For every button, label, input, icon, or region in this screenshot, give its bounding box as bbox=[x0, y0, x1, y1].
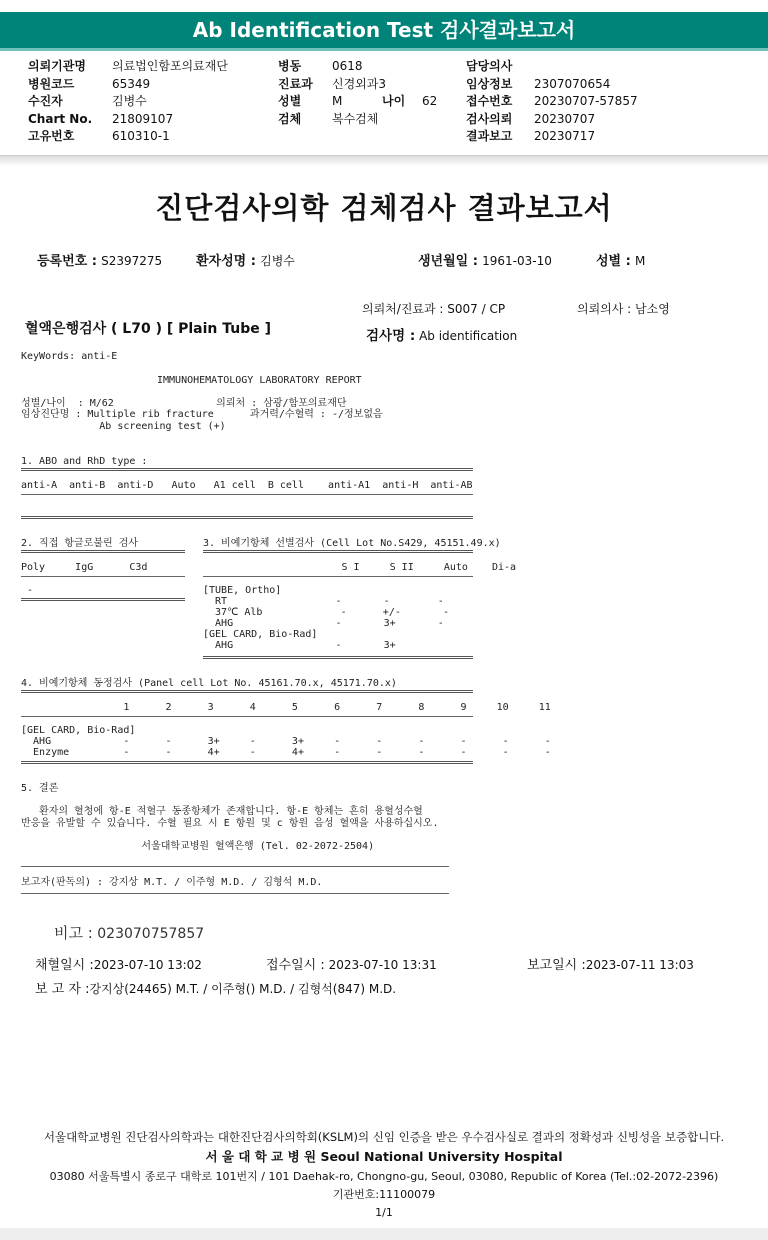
double-rule bbox=[21, 468, 473, 471]
single-rule bbox=[203, 576, 473, 577]
single-rule bbox=[21, 576, 185, 577]
requesting-doctor: 의뢰의사 : 남소영 bbox=[577, 302, 670, 316]
remark bbox=[54, 922, 204, 943]
keywords: KeyWords: anti-E bbox=[21, 351, 118, 362]
section-dat-title: 2. 직접 항글로불린 검사 bbox=[21, 538, 139, 549]
double-rule bbox=[21, 690, 473, 693]
report-time bbox=[527, 954, 694, 973]
panel-results: [GEL CARD, Bio-Rad] AHG - - 3+ - 3+ - - - - - - Enzyme - - 4+ - 4+ - - - - - - bbox=[21, 725, 551, 758]
lab-report-title: IMMUNOHEMATOLOGY LABORATORY REPORT bbox=[157, 375, 362, 386]
receive-label: 접수일시 : bbox=[266, 958, 325, 973]
dat-values: - bbox=[21, 585, 34, 596]
info-key: 검체 bbox=[278, 111, 302, 126]
remark-label: 비고 : bbox=[54, 924, 93, 942]
reporter-label: 보 고 자 : bbox=[35, 982, 90, 997]
info-key: 나이 bbox=[382, 94, 406, 108]
blood-bank-test: 혈액은행검사 ( L70 ) [ Plain Tube ] bbox=[25, 321, 272, 337]
info-value: 20230707 bbox=[534, 111, 596, 126]
info-key: 검사의뢰 bbox=[466, 111, 513, 126]
report-value: 2023-07-11 13:03 bbox=[585, 958, 694, 972]
single-rule bbox=[21, 893, 449, 894]
institution-number: 기관번호:11100079 bbox=[332, 1188, 436, 1201]
hospital-name: 서 울 대 학 교 병 원 Seoul National University Hospital bbox=[205, 1149, 563, 1164]
info-key: 임상정보 bbox=[466, 76, 513, 91]
section-abo-title: 1. ABO and RhD type : bbox=[21, 456, 148, 467]
section-conclusion-title: 5. 결론 bbox=[21, 783, 59, 794]
info-key: 병동 bbox=[278, 59, 302, 73]
remark-value: 023070757857 bbox=[97, 926, 205, 942]
info-col-1 bbox=[28, 58, 228, 146]
info-value: 2307070654 bbox=[534, 76, 611, 91]
document-title: 진단검사의학 검체검사 결과보고서 bbox=[155, 191, 613, 225]
info-key: 수진자 bbox=[28, 94, 63, 108]
report-header: Ab Identification Test 검사결과보고서 bbox=[0, 12, 768, 51]
registration-number bbox=[37, 250, 162, 269]
reg-value: S2397275 bbox=[101, 254, 163, 268]
dob-label: 생년월일 : bbox=[418, 254, 478, 269]
report-line: 임상진단명 : Multiple rib fracture 과거력/수혈력 : -/정보없음 bbox=[21, 409, 383, 420]
reporters bbox=[35, 978, 396, 997]
patient-name bbox=[196, 250, 295, 269]
page-number: 1/1 bbox=[375, 1206, 393, 1219]
info-key: 성별 bbox=[278, 94, 302, 108]
receipt-time bbox=[266, 954, 437, 973]
collect-label: 채혈일시 : bbox=[35, 958, 94, 973]
double-rule bbox=[21, 516, 473, 519]
reporter-value: 강지상(24465) M.T. / 이주형() M.D. / 김형석(847) M.D. bbox=[89, 982, 397, 996]
collection-time bbox=[35, 954, 202, 973]
abo-header: anti-A anti-B anti-D Auto A1 cell B cell anti-A1 anti-H anti-AB bbox=[21, 480, 473, 491]
section-divider bbox=[0, 155, 768, 166]
info-key: 담당의사 bbox=[466, 59, 513, 73]
page-bottom-bar bbox=[0, 1228, 768, 1240]
info-col-3 bbox=[466, 58, 638, 146]
info-value: 62 bbox=[422, 94, 438, 108]
double-rule bbox=[203, 550, 473, 553]
info-value: 김병수 bbox=[112, 94, 147, 108]
info-value: 20230717 bbox=[534, 129, 596, 143]
report-line: Ab screening test (+) bbox=[21, 421, 226, 432]
report-line: 성별/나이 : M/62 의뢰처 : 삼광/함포의료재단 bbox=[21, 398, 347, 409]
info-value: 신경외과3 bbox=[332, 76, 387, 91]
info-value: 복수검체 bbox=[332, 111, 379, 126]
screening-header: S I S II Auto Di-a bbox=[203, 562, 517, 573]
reg-label: 등록번호 : bbox=[37, 254, 97, 269]
info-value: M bbox=[332, 94, 343, 108]
info-col-2 bbox=[278, 58, 437, 128]
info-key: 의뢰기관명 bbox=[28, 59, 86, 73]
sex-label: 성별 : bbox=[596, 254, 631, 269]
report-label: 보고일시 : bbox=[527, 958, 586, 973]
test-name bbox=[366, 324, 517, 344]
section-panel-title: 4. 비예기항체 동정검사 (Panel cell Lot No. 45161.70.x, 45171.70.x) bbox=[21, 678, 397, 689]
double-rule bbox=[21, 761, 473, 764]
info-value: 의료법인함포의료재단 bbox=[112, 59, 228, 73]
collect-value: 2023-07-10 13:02 bbox=[93, 958, 202, 972]
info-value: 0618 bbox=[332, 59, 363, 73]
dat-header: Poly IgG C3d bbox=[21, 562, 148, 573]
accreditation-note: 서울대학교병원 진단검사의학과는 대한진단검사의학회(KSLM)의 신임 인증을 받은 우수검사실로 결과의 정확성과 신빙성을 보증합니다. bbox=[43, 1130, 725, 1144]
sex-value: M bbox=[634, 254, 646, 268]
hospital-address: 03080 서울특별시 종로구 대학로 101번지 / 101 Daehak-ro, Chongno-gu, Seoul, 03080, Republic of Korea (Tel.:02-2072-2396) bbox=[49, 1170, 719, 1183]
info-value: 20230707-57857 bbox=[534, 94, 638, 108]
reporter-line: 보고자(판독의) : 강지상 M.T. / 이주형 M.D. / 김형석 M.D. bbox=[21, 877, 323, 888]
double-rule bbox=[203, 656, 473, 659]
birth-date bbox=[418, 250, 552, 269]
single-rule bbox=[21, 494, 473, 495]
single-rule bbox=[21, 716, 473, 717]
info-key: 결과보고 bbox=[466, 129, 513, 143]
name-label: 환자성명 : bbox=[196, 254, 256, 269]
blood-bank-contact: 서울대학교병원 혈액은행 (Tel. 02-2072-2504) bbox=[21, 841, 375, 852]
patient-sex bbox=[596, 250, 645, 269]
test-value: Ab identification bbox=[419, 329, 518, 343]
info-value: 610310-1 bbox=[112, 129, 170, 143]
info-value: 65349 bbox=[112, 76, 151, 91]
dob-value: 1961-03-10 bbox=[482, 254, 552, 268]
double-rule bbox=[21, 550, 185, 553]
single-rule bbox=[21, 866, 449, 867]
double-rule bbox=[21, 598, 185, 601]
name-value: 김병수 bbox=[260, 254, 295, 268]
info-key: 접수번호 bbox=[466, 94, 513, 108]
info-key: 고유번호 bbox=[28, 129, 75, 143]
info-key: 병원코드 bbox=[28, 76, 75, 91]
panel-header: 1 2 3 4 5 6 7 8 9 10 11 bbox=[21, 702, 551, 713]
screening-results: [TUBE, Ortho] RT - - - 37℃ Alb - +/- - AHG - 3+ - [GEL CARD, Bio-Rad] AHG - 3+ bbox=[203, 585, 450, 651]
info-value: 21809107 bbox=[112, 111, 174, 126]
info-key: Chart No. bbox=[28, 111, 93, 126]
conclusion-line: 환자의 혈청에 항-E 적혈구 동종항체가 존재합니다. 항-E 항체는 흔히 용혈성수혈 bbox=[21, 806, 423, 817]
requesting-dept: 의뢰처/진료과 : S007 / CP bbox=[362, 302, 506, 316]
section-screening-title: 3. 비예기항체 선별검사 (Cell Lot No.S429, 45151.49.x) bbox=[203, 538, 501, 549]
conclusion-line: 반응을 유발할 수 있습니다. 수혈 필요 시 E 항원 및 c 항원 음성 혈액을 사용하십시오. bbox=[21, 818, 439, 829]
info-key: 진료과 bbox=[278, 76, 313, 91]
test-label: 검사명 : bbox=[366, 328, 416, 344]
receive-value: 2023-07-10 13:31 bbox=[328, 958, 437, 972]
